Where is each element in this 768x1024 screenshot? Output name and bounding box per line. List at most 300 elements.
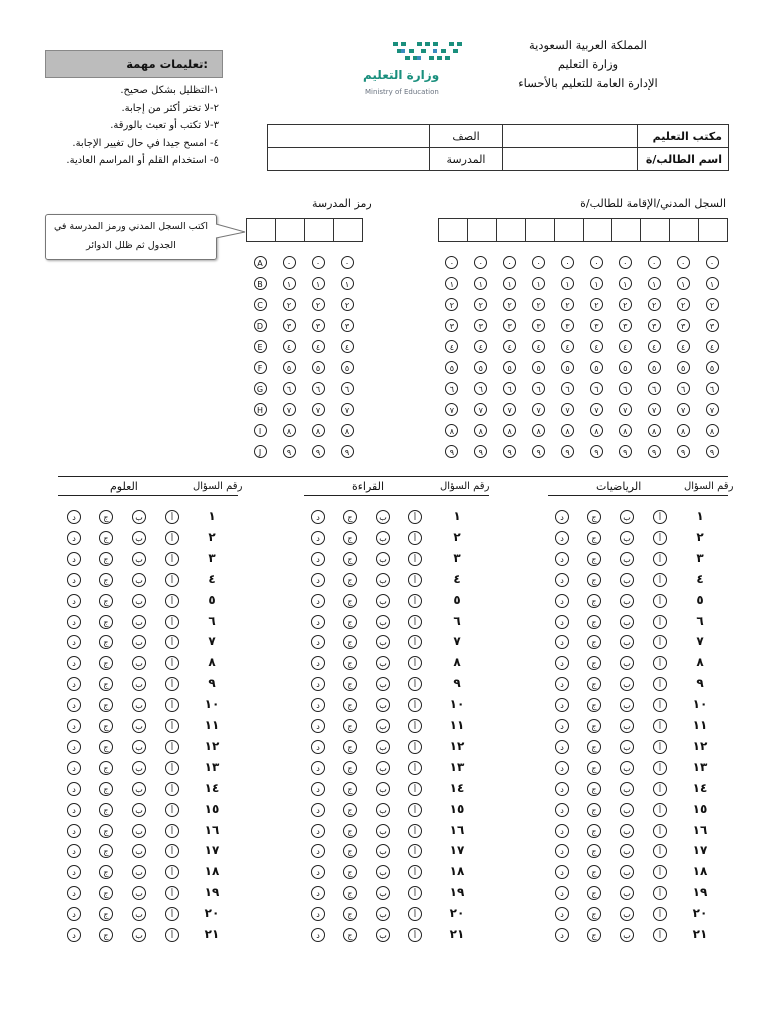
civil-id-bubble[interactable]: ٥ — [561, 361, 574, 374]
civil-id-bubble[interactable]: ٤ — [706, 340, 719, 353]
civil-id-bubble[interactable]: ٤ — [561, 340, 574, 353]
civil-id-bubble[interactable]: ٨ — [619, 424, 632, 437]
civil-id-bubble[interactable]: ٨ — [503, 424, 516, 437]
math-answer-bubble[interactable]: أ — [653, 635, 667, 649]
math-answer-bubble[interactable]: ج — [587, 782, 601, 796]
reading-answer-bubble[interactable]: د — [311, 844, 325, 858]
civil-id-bubble[interactable]: ٦ — [648, 382, 661, 395]
civil-id-bubble[interactable]: ١ — [445, 277, 458, 290]
reading-answer-bubble[interactable]: أ — [408, 635, 422, 649]
civil-id-bubble[interactable]: ٧ — [532, 403, 545, 416]
reading-answer-bubble[interactable]: ب — [376, 844, 390, 858]
science-answer-bubble[interactable]: ج — [99, 552, 113, 566]
civil-id-bubble[interactable]: ٧ — [503, 403, 516, 416]
science-answer-bubble[interactable]: د — [67, 719, 81, 733]
reading-answer-bubble[interactable]: ب — [376, 824, 390, 838]
civil-id-bubble[interactable]: ٢ — [445, 298, 458, 311]
math-answer-bubble[interactable]: ب — [620, 594, 634, 608]
math-answer-bubble[interactable]: د — [555, 677, 569, 691]
civil-id-bubble[interactable]: ٣ — [445, 319, 458, 332]
civil-id-bubble[interactable]: ٢ — [677, 298, 690, 311]
reading-answer-bubble[interactable]: أ — [408, 552, 422, 566]
math-answer-bubble[interactable]: ج — [587, 698, 601, 712]
reading-answer-bubble[interactable]: أ — [408, 740, 422, 754]
civil-id-bubble[interactable]: ١ — [561, 277, 574, 290]
civil-id-digit-box[interactable] — [669, 218, 699, 242]
science-answer-bubble[interactable]: أ — [165, 782, 179, 796]
civil-id-digit-box[interactable] — [438, 218, 468, 242]
civil-id-bubble[interactable]: ٦ — [474, 382, 487, 395]
civil-id-bubble[interactable]: ٤ — [474, 340, 487, 353]
math-answer-bubble[interactable]: ج — [587, 635, 601, 649]
civil-id-bubble[interactable]: ٣ — [474, 319, 487, 332]
math-answer-bubble[interactable]: د — [555, 615, 569, 629]
reading-answer-bubble[interactable]: ج — [343, 594, 357, 608]
reading-answer-bubble[interactable]: أ — [408, 698, 422, 712]
reading-answer-bubble[interactable]: أ — [408, 844, 422, 858]
civil-id-bubble[interactable]: ٤ — [590, 340, 603, 353]
civil-id-bubble[interactable]: ٣ — [532, 319, 545, 332]
reading-answer-bubble[interactable]: د — [311, 510, 325, 524]
civil-id-bubble[interactable]: ٣ — [648, 319, 661, 332]
reading-answer-bubble[interactable]: ج — [343, 782, 357, 796]
civil-id-bubble[interactable]: ٠ — [532, 256, 545, 269]
reading-answer-bubble[interactable]: أ — [408, 719, 422, 733]
math-answer-bubble[interactable]: ب — [620, 761, 634, 775]
science-answer-bubble[interactable]: ج — [99, 803, 113, 817]
math-answer-bubble[interactable]: ج — [587, 677, 601, 691]
school-code-bubble[interactable]: ٠ — [283, 256, 296, 269]
science-answer-bubble[interactable]: ب — [132, 844, 146, 858]
science-answer-bubble[interactable]: ب — [132, 573, 146, 587]
civil-id-bubble[interactable]: ٦ — [561, 382, 574, 395]
math-answer-bubble[interactable]: أ — [653, 656, 667, 670]
civil-id-bubble[interactable]: ٦ — [619, 382, 632, 395]
civil-id-bubble[interactable]: ٢ — [619, 298, 632, 311]
science-answer-bubble[interactable]: د — [67, 928, 81, 942]
reading-answer-bubble[interactable]: ج — [343, 719, 357, 733]
civil-id-digit-box[interactable] — [611, 218, 641, 242]
math-answer-bubble[interactable]: ج — [587, 803, 601, 817]
civil-id-bubble[interactable]: ٥ — [474, 361, 487, 374]
civil-id-bubble[interactable]: ٠ — [503, 256, 516, 269]
science-answer-bubble[interactable]: أ — [165, 928, 179, 942]
civil-id-digit-box[interactable] — [496, 218, 526, 242]
math-answer-bubble[interactable]: د — [555, 594, 569, 608]
science-answer-bubble[interactable]: ب — [132, 698, 146, 712]
civil-id-bubble[interactable]: ٣ — [503, 319, 516, 332]
civil-id-bubble[interactable]: ٩ — [648, 445, 661, 458]
reading-answer-bubble[interactable]: د — [311, 531, 325, 545]
science-answer-bubble[interactable]: د — [67, 844, 81, 858]
math-answer-bubble[interactable]: د — [555, 907, 569, 921]
civil-id-bubble[interactable]: ٨ — [706, 424, 719, 437]
reading-answer-bubble[interactable]: ج — [343, 698, 357, 712]
science-answer-bubble[interactable]: ج — [99, 928, 113, 942]
reading-answer-bubble[interactable]: د — [311, 656, 325, 670]
science-answer-bubble[interactable]: أ — [165, 531, 179, 545]
civil-id-bubble[interactable]: ٨ — [677, 424, 690, 437]
civil-id-bubble[interactable]: ٢ — [532, 298, 545, 311]
science-answer-bubble[interactable]: ج — [99, 656, 113, 670]
reading-answer-bubble[interactable]: ب — [376, 740, 390, 754]
civil-id-bubble[interactable]: ٦ — [590, 382, 603, 395]
science-answer-bubble[interactable]: ج — [99, 615, 113, 629]
science-answer-bubble[interactable]: أ — [165, 761, 179, 775]
reading-answer-bubble[interactable]: أ — [408, 510, 422, 524]
school-code-bubble[interactable]: ٠ — [312, 256, 325, 269]
reading-answer-bubble[interactable]: ب — [376, 510, 390, 524]
school-code-bubble[interactable]: ٤ — [341, 340, 354, 353]
math-answer-bubble[interactable]: ب — [620, 907, 634, 921]
math-answer-bubble[interactable]: ب — [620, 844, 634, 858]
civil-id-bubble[interactable]: ٨ — [474, 424, 487, 437]
science-answer-bubble[interactable]: د — [67, 552, 81, 566]
reading-answer-bubble[interactable]: ج — [343, 531, 357, 545]
school-code-bubble[interactable]: ٩ — [312, 445, 325, 458]
math-answer-bubble[interactable]: ج — [587, 886, 601, 900]
civil-id-bubble[interactable]: ٤ — [503, 340, 516, 353]
science-answer-bubble[interactable]: د — [67, 573, 81, 587]
science-answer-bubble[interactable]: أ — [165, 656, 179, 670]
math-answer-bubble[interactable]: أ — [653, 615, 667, 629]
civil-id-bubble[interactable]: ٣ — [619, 319, 632, 332]
reading-answer-bubble[interactable]: ج — [343, 928, 357, 942]
civil-id-bubble[interactable]: ٨ — [590, 424, 603, 437]
math-answer-bubble[interactable]: أ — [653, 677, 667, 691]
school-letter-bubble[interactable]: J — [254, 445, 267, 458]
science-answer-bubble[interactable]: د — [67, 865, 81, 879]
math-answer-bubble[interactable]: د — [555, 719, 569, 733]
civil-id-bubble[interactable]: ٤ — [532, 340, 545, 353]
math-answer-bubble[interactable]: أ — [653, 573, 667, 587]
reading-answer-bubble[interactable]: ب — [376, 761, 390, 775]
science-answer-bubble[interactable]: د — [67, 782, 81, 796]
school-code-bubble[interactable]: ٦ — [312, 382, 325, 395]
civil-id-bubble[interactable]: ١ — [503, 277, 516, 290]
science-answer-bubble[interactable]: د — [67, 531, 81, 545]
math-answer-bubble[interactable]: أ — [653, 886, 667, 900]
science-answer-bubble[interactable]: د — [67, 594, 81, 608]
science-answer-bubble[interactable]: د — [67, 803, 81, 817]
school-code-bubble[interactable]: ٨ — [341, 424, 354, 437]
school-code-bubble[interactable]: ٩ — [283, 445, 296, 458]
science-answer-bubble[interactable]: ج — [99, 573, 113, 587]
science-answer-bubble[interactable]: أ — [165, 594, 179, 608]
science-answer-bubble[interactable]: أ — [165, 844, 179, 858]
school-code-bubble[interactable]: ٢ — [341, 298, 354, 311]
reading-answer-bubble[interactable]: ج — [343, 803, 357, 817]
math-answer-bubble[interactable]: د — [555, 573, 569, 587]
civil-id-bubble[interactable]: ٤ — [445, 340, 458, 353]
science-answer-bubble[interactable]: ب — [132, 656, 146, 670]
reading-answer-bubble[interactable]: د — [311, 824, 325, 838]
reading-answer-bubble[interactable]: أ — [408, 573, 422, 587]
science-answer-bubble[interactable]: ب — [132, 824, 146, 838]
math-answer-bubble[interactable]: ب — [620, 531, 634, 545]
science-answer-bubble[interactable]: د — [67, 510, 81, 524]
school-code-box[interactable] — [246, 218, 276, 242]
math-answer-bubble[interactable]: ج — [587, 844, 601, 858]
math-answer-bubble[interactable]: ج — [587, 615, 601, 629]
science-answer-bubble[interactable]: ج — [99, 698, 113, 712]
reading-answer-bubble[interactable]: ج — [343, 761, 357, 775]
science-answer-bubble[interactable]: ب — [132, 907, 146, 921]
civil-id-bubble[interactable]: ٧ — [648, 403, 661, 416]
civil-id-bubble[interactable]: ٠ — [677, 256, 690, 269]
civil-id-bubble[interactable]: ٨ — [532, 424, 545, 437]
school-code-bubble[interactable]: ٥ — [283, 361, 296, 374]
science-answer-bubble[interactable]: د — [67, 761, 81, 775]
reading-answer-bubble[interactable]: ج — [343, 865, 357, 879]
reading-answer-bubble[interactable]: د — [311, 573, 325, 587]
science-answer-bubble[interactable]: أ — [165, 698, 179, 712]
school-code-bubble[interactable]: ٢ — [283, 298, 296, 311]
civil-id-bubble[interactable]: ١ — [706, 277, 719, 290]
math-answer-bubble[interactable]: د — [555, 740, 569, 754]
school-code-bubble[interactable]: ١ — [341, 277, 354, 290]
civil-id-digit-box[interactable] — [698, 218, 728, 242]
math-answer-bubble[interactable]: ج — [587, 531, 601, 545]
math-answer-bubble[interactable]: أ — [653, 594, 667, 608]
civil-id-bubble[interactable]: ٩ — [474, 445, 487, 458]
reading-answer-bubble[interactable]: أ — [408, 865, 422, 879]
reading-answer-bubble[interactable]: د — [311, 865, 325, 879]
math-answer-bubble[interactable]: د — [555, 865, 569, 879]
school-letter-bubble[interactable]: I — [254, 424, 267, 437]
math-answer-bubble[interactable]: ب — [620, 510, 634, 524]
math-answer-bubble[interactable]: ج — [587, 573, 601, 587]
civil-id-bubble[interactable]: ٦ — [677, 382, 690, 395]
science-answer-bubble[interactable]: ج — [99, 865, 113, 879]
reading-answer-bubble[interactable]: أ — [408, 886, 422, 900]
civil-id-bubble[interactable]: ٠ — [474, 256, 487, 269]
math-answer-bubble[interactable]: أ — [653, 865, 667, 879]
civil-id-digit-box[interactable] — [467, 218, 497, 242]
school-code-bubble[interactable]: ٣ — [312, 319, 325, 332]
reading-answer-bubble[interactable]: ب — [376, 719, 390, 733]
reading-answer-bubble[interactable]: د — [311, 740, 325, 754]
science-answer-bubble[interactable]: أ — [165, 907, 179, 921]
civil-id-bubble[interactable]: ٥ — [532, 361, 545, 374]
math-answer-bubble[interactable]: ب — [620, 615, 634, 629]
school-code-box[interactable] — [304, 218, 334, 242]
school-letter-bubble[interactable]: D — [254, 319, 267, 332]
civil-id-bubble[interactable]: ٢ — [590, 298, 603, 311]
math-answer-bubble[interactable]: ب — [620, 824, 634, 838]
civil-id-bubble[interactable]: ١ — [677, 277, 690, 290]
science-answer-bubble[interactable]: ج — [99, 635, 113, 649]
reading-answer-bubble[interactable]: ج — [343, 677, 357, 691]
reading-answer-bubble[interactable]: أ — [408, 907, 422, 921]
science-answer-bubble[interactable]: أ — [165, 510, 179, 524]
math-answer-bubble[interactable]: أ — [653, 928, 667, 942]
math-answer-bubble[interactable]: أ — [653, 761, 667, 775]
math-answer-bubble[interactable]: ج — [587, 719, 601, 733]
civil-id-bubble[interactable]: ٣ — [706, 319, 719, 332]
school-code-bubble[interactable]: ٣ — [283, 319, 296, 332]
math-answer-bubble[interactable]: أ — [653, 824, 667, 838]
civil-id-bubble[interactable]: ٣ — [590, 319, 603, 332]
civil-id-bubble[interactable]: ٠ — [706, 256, 719, 269]
math-answer-bubble[interactable]: أ — [653, 844, 667, 858]
math-answer-bubble[interactable]: د — [555, 928, 569, 942]
reading-answer-bubble[interactable]: أ — [408, 615, 422, 629]
reading-answer-bubble[interactable]: ج — [343, 656, 357, 670]
math-answer-bubble[interactable]: ب — [620, 886, 634, 900]
civil-id-bubble[interactable]: ٩ — [706, 445, 719, 458]
math-answer-bubble[interactable]: أ — [653, 510, 667, 524]
science-answer-bubble[interactable]: ج — [99, 761, 113, 775]
science-answer-bubble[interactable]: أ — [165, 573, 179, 587]
school-code-bubble[interactable]: ٨ — [283, 424, 296, 437]
math-answer-bubble[interactable]: ب — [620, 635, 634, 649]
civil-id-bubble[interactable]: ٦ — [706, 382, 719, 395]
math-answer-bubble[interactable]: أ — [653, 740, 667, 754]
science-answer-bubble[interactable]: ج — [99, 782, 113, 796]
civil-id-bubble[interactable]: ١ — [619, 277, 632, 290]
science-answer-bubble[interactable]: ج — [99, 886, 113, 900]
math-answer-bubble[interactable]: أ — [653, 719, 667, 733]
science-answer-bubble[interactable]: ج — [99, 510, 113, 524]
civil-id-bubble[interactable]: ٩ — [532, 445, 545, 458]
science-answer-bubble[interactable]: ب — [132, 761, 146, 775]
science-answer-bubble[interactable]: أ — [165, 635, 179, 649]
school-letter-bubble[interactable]: A — [254, 256, 267, 269]
civil-id-bubble[interactable]: ٤ — [677, 340, 690, 353]
school-code-bubble[interactable]: ٠ — [341, 256, 354, 269]
reading-answer-bubble[interactable]: ب — [376, 677, 390, 691]
math-answer-bubble[interactable]: ج — [587, 865, 601, 879]
civil-id-bubble[interactable]: ٢ — [561, 298, 574, 311]
school-field[interactable] — [268, 148, 430, 171]
science-answer-bubble[interactable]: ج — [99, 907, 113, 921]
science-answer-bubble[interactable]: ب — [132, 510, 146, 524]
school-code-bubble[interactable]: ٣ — [341, 319, 354, 332]
science-answer-bubble[interactable]: ب — [132, 719, 146, 733]
school-code-bubble[interactable]: ٥ — [312, 361, 325, 374]
math-answer-bubble[interactable]: أ — [653, 552, 667, 566]
civil-id-bubble[interactable]: ٨ — [445, 424, 458, 437]
school-letter-bubble[interactable]: G — [254, 382, 267, 395]
reading-answer-bubble[interactable]: ج — [343, 740, 357, 754]
civil-id-bubble[interactable]: ٧ — [561, 403, 574, 416]
reading-answer-bubble[interactable]: ب — [376, 782, 390, 796]
reading-answer-bubble[interactable]: ب — [376, 698, 390, 712]
science-answer-bubble[interactable]: د — [67, 886, 81, 900]
science-answer-bubble[interactable]: أ — [165, 824, 179, 838]
science-answer-bubble[interactable]: د — [67, 698, 81, 712]
math-answer-bubble[interactable]: أ — [653, 698, 667, 712]
civil-id-bubble[interactable]: ٧ — [677, 403, 690, 416]
math-answer-bubble[interactable]: د — [555, 656, 569, 670]
reading-answer-bubble[interactable]: أ — [408, 761, 422, 775]
science-answer-bubble[interactable]: ب — [132, 531, 146, 545]
reading-answer-bubble[interactable]: ب — [376, 594, 390, 608]
reading-answer-bubble[interactable]: د — [311, 677, 325, 691]
science-answer-bubble[interactable]: د — [67, 615, 81, 629]
reading-answer-bubble[interactable]: ج — [343, 824, 357, 838]
reading-answer-bubble[interactable]: ج — [343, 844, 357, 858]
reading-answer-bubble[interactable]: أ — [408, 928, 422, 942]
math-answer-bubble[interactable]: د — [555, 761, 569, 775]
civil-id-bubble[interactable]: ٥ — [445, 361, 458, 374]
reading-answer-bubble[interactable]: ب — [376, 552, 390, 566]
civil-id-bubble[interactable]: ٥ — [619, 361, 632, 374]
science-answer-bubble[interactable]: أ — [165, 552, 179, 566]
science-answer-bubble[interactable]: د — [67, 824, 81, 838]
reading-answer-bubble[interactable]: د — [311, 698, 325, 712]
math-answer-bubble[interactable]: ب — [620, 928, 634, 942]
science-answer-bubble[interactable]: أ — [165, 677, 179, 691]
math-answer-bubble[interactable]: ب — [620, 719, 634, 733]
civil-id-bubble[interactable]: ٢ — [474, 298, 487, 311]
reading-answer-bubble[interactable]: ب — [376, 865, 390, 879]
civil-id-bubble[interactable]: ٧ — [590, 403, 603, 416]
civil-id-bubble[interactable]: ١ — [474, 277, 487, 290]
school-code-bubble[interactable]: ٩ — [341, 445, 354, 458]
math-answer-bubble[interactable]: د — [555, 782, 569, 796]
reading-answer-bubble[interactable]: ب — [376, 886, 390, 900]
office-field[interactable] — [503, 125, 638, 148]
math-answer-bubble[interactable]: ب — [620, 698, 634, 712]
civil-id-bubble[interactable]: ٠ — [445, 256, 458, 269]
school-code-bubble[interactable]: ٧ — [341, 403, 354, 416]
science-answer-bubble[interactable]: ب — [132, 594, 146, 608]
science-answer-bubble[interactable]: د — [67, 907, 81, 921]
science-answer-bubble[interactable]: د — [67, 635, 81, 649]
reading-answer-bubble[interactable]: ب — [376, 928, 390, 942]
science-answer-bubble[interactable]: ب — [132, 865, 146, 879]
civil-id-bubble[interactable]: ٠ — [590, 256, 603, 269]
math-answer-bubble[interactable]: ج — [587, 656, 601, 670]
reading-answer-bubble[interactable]: د — [311, 552, 325, 566]
math-answer-bubble[interactable]: د — [555, 531, 569, 545]
math-answer-bubble[interactable]: د — [555, 635, 569, 649]
math-answer-bubble[interactable]: ج — [587, 510, 601, 524]
reading-answer-bubble[interactable]: ب — [376, 907, 390, 921]
reading-answer-bubble[interactable]: أ — [408, 531, 422, 545]
science-answer-bubble[interactable]: ب — [132, 677, 146, 691]
school-code-bubble[interactable]: ١ — [312, 277, 325, 290]
reading-answer-bubble[interactable]: د — [311, 928, 325, 942]
science-answer-bubble[interactable]: أ — [165, 865, 179, 879]
school-code-bubble[interactable]: ٤ — [283, 340, 296, 353]
science-answer-bubble[interactable]: ب — [132, 803, 146, 817]
class-field[interactable] — [268, 125, 430, 148]
science-answer-bubble[interactable]: ج — [99, 824, 113, 838]
civil-id-bubble[interactable]: ٩ — [590, 445, 603, 458]
school-code-bubble[interactable]: ٤ — [312, 340, 325, 353]
civil-id-bubble[interactable]: ٨ — [561, 424, 574, 437]
civil-id-bubble[interactable]: ٢ — [503, 298, 516, 311]
math-answer-bubble[interactable]: أ — [653, 907, 667, 921]
science-answer-bubble[interactable]: د — [67, 656, 81, 670]
reading-answer-bubble[interactable]: ج — [343, 886, 357, 900]
reading-answer-bubble[interactable]: أ — [408, 803, 422, 817]
school-code-bubble[interactable]: ٥ — [341, 361, 354, 374]
math-answer-bubble[interactable]: ب — [620, 740, 634, 754]
math-answer-bubble[interactable]: ج — [587, 761, 601, 775]
reading-answer-bubble[interactable]: ج — [343, 552, 357, 566]
math-answer-bubble[interactable]: ب — [620, 782, 634, 796]
civil-id-bubble[interactable]: ٧ — [445, 403, 458, 416]
civil-id-bubble[interactable]: ٥ — [648, 361, 661, 374]
school-code-bubble[interactable]: ٨ — [312, 424, 325, 437]
math-answer-bubble[interactable]: ب — [620, 803, 634, 817]
math-answer-bubble[interactable]: ب — [620, 656, 634, 670]
civil-id-bubble[interactable]: ٩ — [503, 445, 516, 458]
